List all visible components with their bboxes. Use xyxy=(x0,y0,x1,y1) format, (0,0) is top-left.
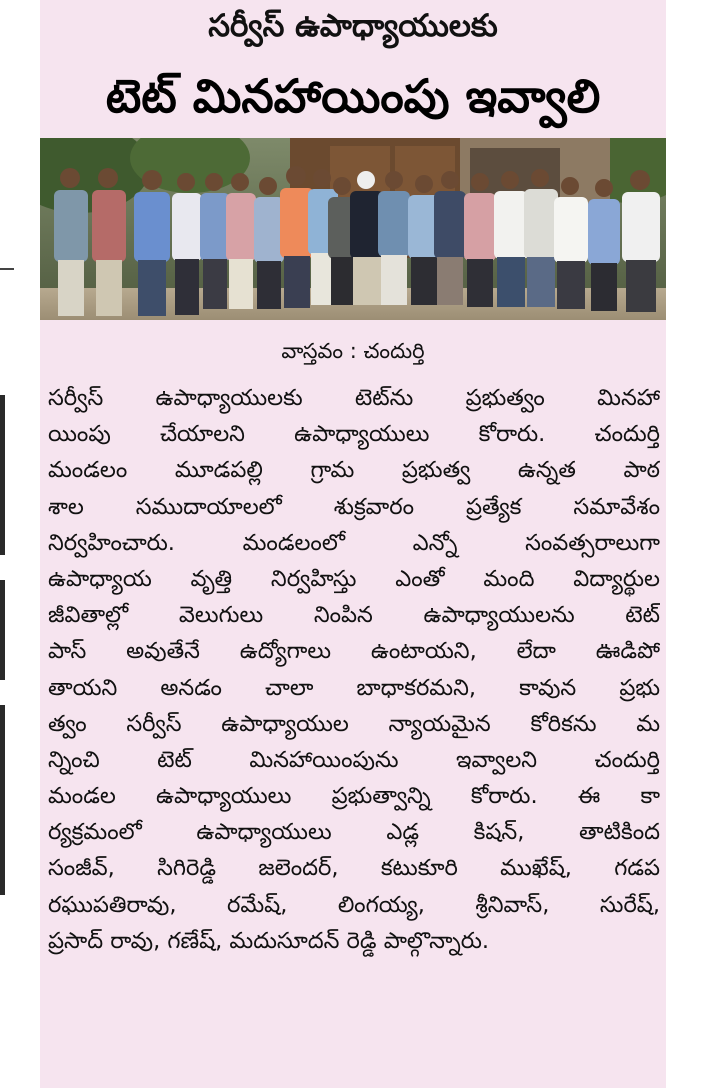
body-line: మండల ఉపాధ్యాయులు ప్రభుత్వాన్ని కోరారు. ఈ కా xyxy=(48,783,660,810)
group-photo xyxy=(40,138,666,320)
body-line: ఉపాధ్యాయ వృత్తి నిర్వహిస్తు ఎంతో మంది విద్యార్థుల xyxy=(48,565,660,592)
adjacent-photo-edge xyxy=(0,580,5,680)
body-line: సర్వీస్ ఉపాధ్యాయులకు టెట్‌ను ప్రభుత్వం మినహా xyxy=(48,385,660,411)
news-article xyxy=(40,0,666,1088)
body-line: శాల సముదాయాలలో శుక్రవారం ప్రత్యేక సమావేశం xyxy=(48,493,660,520)
dateline: వాస్తవం : చందుర్తి xyxy=(281,339,425,363)
body-line: ప్రసాద్ రావు, గణేష్, మదుసూదన్ రెడ్డి పాల్గొన్నారు. xyxy=(48,927,490,954)
body-line: జీవితాల్లో వెలుగులు నింపిన ఉపాధ్యాయులను టెట్ xyxy=(48,602,660,629)
body-line: నిర్వహించారు. మండలంలో ఎన్నో సంవత్సరాలుగా xyxy=(48,529,660,556)
body-line: యింపు చేయాలని ఉపాధ్యాయులు కోరారు. చందుర్తి xyxy=(48,421,660,448)
divider xyxy=(0,268,14,270)
body-line: న్నించి టెట్ మినహాయింపును ఇవ్వాలని చందుర్తి xyxy=(48,746,660,773)
body-line: సంజీవ్, సిగిరెడ్డి జలెందర్, కటుకూరి ముఖేష్, గడప xyxy=(48,855,660,882)
adjacent-column-edge xyxy=(0,0,40,1088)
body-line: త్వం సర్వీస్ ఉపాధ్యాయుల న్యాయమైన కోరికను మ xyxy=(48,710,660,737)
body-line: తాయని అనడం చాలా బాధాకరమని, కావున ప్రభు xyxy=(48,674,660,701)
body-line: మండలం మూడపల్లి గ్రామ ప్రభుత్వ ఉన్నత పాఠ xyxy=(48,457,660,484)
headline-kicker: సర్వీస్ ఉపాధ్యాయులకు xyxy=(208,8,498,44)
adjacent-photo-edge xyxy=(0,705,5,895)
headline: టెట్ మినహాయింపు ఇవ్వాలి xyxy=(105,69,601,123)
body-line: రఘుపతిరావు, రమేష్, లింగయ్య, శ్రీనివాస్, సురేష్, xyxy=(48,891,660,918)
body-line: పాస్ అవుతేనే ఉద్యోగాలు ఉంటాయని, లేదా ఊడిపో xyxy=(48,638,660,665)
body-line: ర్యక్రమంలో ఉపాధ్యాయులు ఎడ్ల కిషన్, తాటికింద xyxy=(48,819,660,846)
page-margin xyxy=(666,0,724,1088)
adjacent-photo-edge xyxy=(0,395,5,555)
article-body xyxy=(48,380,660,959)
